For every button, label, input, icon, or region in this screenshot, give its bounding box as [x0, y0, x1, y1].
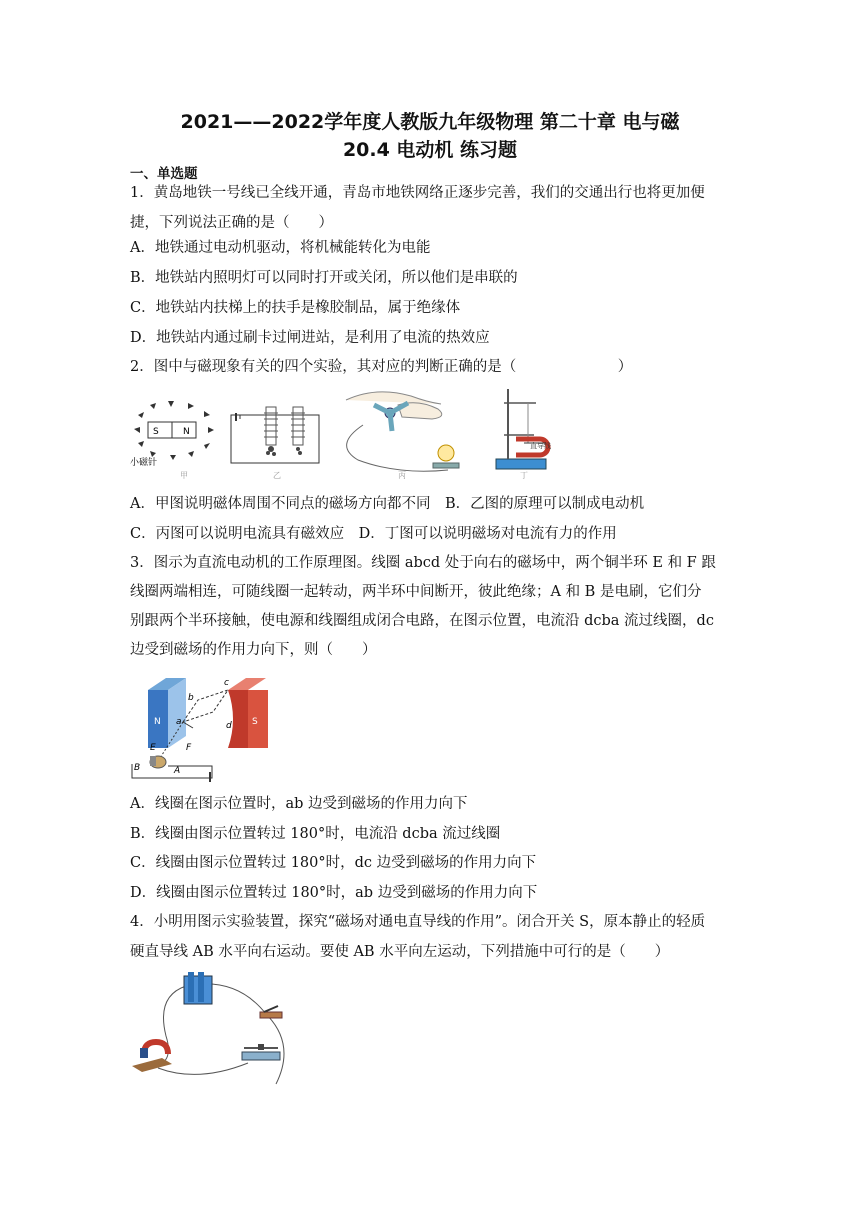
connecting-wires — [156, 984, 284, 1084]
switch — [260, 1006, 282, 1018]
q1-stem-line1: 1．黄岛地铁一号线已全线开通，青岛市地铁网络正逐步完善，我们的交通出行也将更加便 — [130, 185, 705, 201]
coil-d-label: d — [226, 721, 232, 731]
q1-option-a: A．地铁通过电动机驱动，将机械能转化为电能 — [130, 240, 431, 256]
figure-bing-generator — [346, 392, 459, 480]
magnet-s-pole — [228, 678, 268, 748]
coil-b-label: b — [188, 693, 194, 703]
coil-a-label: a — [176, 717, 182, 727]
q3-option-a: A．线圈在图示位置时，ab 边受到磁场的作用力向下 — [130, 796, 468, 812]
figure-yi-electromagnets — [231, 407, 319, 480]
q3-stem-line2: 线圈两端相连，可随线圈一起转动，两半环中间断开，彼此绝缘；A 和 B 是电刷，它们分 — [130, 584, 702, 600]
magnet-s-label: S — [153, 427, 159, 437]
q2-options-cd: C．丙图可以说明电流具有磁效应 D．丁图可以说明磁场对电流有力的作用 — [130, 526, 617, 542]
straight-wire-label: 直导线 — [530, 442, 551, 450]
magnet-n-label: N — [183, 427, 190, 437]
s-pole-label: S — [252, 717, 258, 727]
commutator-f-label: F — [186, 743, 192, 753]
q3-option-d: D．线圈由图示位置转过 180°时，ab 边受到磁场的作用力向下 — [130, 885, 538, 901]
q2-stem: 2．图中与磁现象有关的四个实验，其对应的判断正确的是（ ） — [130, 359, 633, 375]
coil-c-label: c — [224, 678, 229, 688]
figure-ding-stand — [496, 389, 551, 480]
q1-option-c: C．地铁站内扶梯上的扶手是橡胶制品，属于绝缘体 — [130, 300, 461, 316]
q2-options-ab: A．甲图说明磁体周围不同点的磁场方向都不同 B．乙图的原理可以制成电动机 — [130, 496, 645, 512]
q3-motor-figure — [128, 670, 278, 782]
q4-stem-line1: 4．小明用图示实验装置，探究“磁场对通电直导线的作用”。闭合开关 S，原本静止的轻质 — [130, 914, 706, 930]
q2-figure — [128, 385, 551, 480]
q3-stem-line3: 别跟两个半环接触，使电源和线圈组成闭合电路，在图示位置，电流沿 dcba 流过线圈，dc — [130, 613, 714, 629]
q3-stem-line1: 3．图示为直流电动机的工作原理图。线圈 abcd 处于向右的磁场中，两个铜半环 E 和 F 跟 — [130, 555, 716, 571]
q4-stem-line2: 硬直导线 AB 水平向右运动。要使 AB 水平向左运动，下列措施中可行的是（ ） — [130, 944, 670, 960]
magnet-n-pole — [148, 678, 186, 748]
q3-stem-line4: 边受到磁场的作用力向下，则（ ） — [130, 642, 377, 658]
brush-b-label: B — [134, 763, 141, 773]
figure-jia-bar-magnet — [130, 401, 214, 480]
q1-option-d: D．地铁站内通过刷卡过闸进站，是利用了电流的热效应 — [130, 330, 490, 346]
magnet-with-wire — [132, 1042, 172, 1072]
q1-stem-line2: 捷，下列说法正确的是（ ） — [130, 215, 333, 231]
q3-option-b: B．线圈由图示位置转过 180°时，电流沿 dcba 流过线圈 — [130, 826, 501, 842]
figure-bing-caption: 丙 — [398, 471, 406, 480]
compass-needle-label: 小磁针 — [130, 458, 158, 468]
q4-apparatus-figure — [128, 968, 298, 1078]
brush-a-label: A — [174, 766, 181, 776]
q1-option-b: B．地铁站内照明灯可以同时打开或关闭，所以他们是串联的 — [130, 270, 518, 286]
n-pole-label: N — [154, 717, 161, 727]
figure-yi-caption: 乙 — [273, 471, 281, 480]
figure-ding-caption: 丁 — [520, 471, 528, 480]
page-title: 2021——2022学年度人教版九年级物理 第二十章 电与磁 — [180, 111, 680, 133]
commutator-e-label: E — [150, 743, 156, 753]
figure-jia-caption: 甲 — [180, 471, 188, 480]
page-subtitle: 20.4 电动机 练习题 — [342, 139, 518, 161]
rheostat — [242, 1044, 280, 1060]
q3-option-c: C．线圈由图示位置转过 180°时，dc 边受到磁场的作用力向下 — [130, 855, 537, 871]
circuit-wire — [132, 764, 212, 782]
section-heading: 一、单选题 — [130, 166, 198, 182]
battery-pack — [184, 972, 212, 1004]
